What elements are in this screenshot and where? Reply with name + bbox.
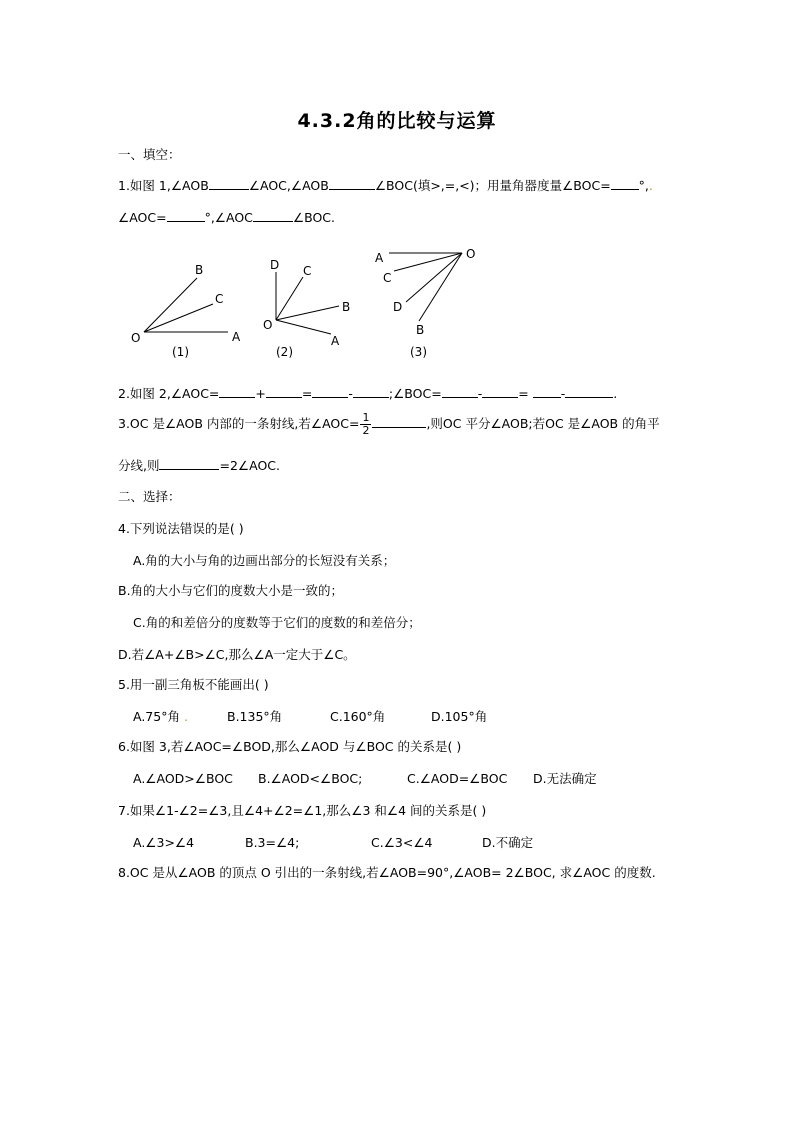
question-7-option-a[interactable]: A.∠3>∠4 bbox=[133, 835, 195, 850]
question-4-option-a[interactable]: A.角的大小与角的边画出部分的长短没有关系； bbox=[133, 553, 396, 568]
answer-blank[interactable] bbox=[219, 384, 255, 398]
answer-blank[interactable] bbox=[533, 384, 561, 398]
question-5-stem: 5.用一副三角板不能画出( ) bbox=[118, 677, 269, 692]
page-title: 4.3.2角的比较与运算 bbox=[297, 110, 497, 132]
question-4-option-b[interactable]: B.角的大小与它们的度数大小是一致的； bbox=[118, 583, 344, 598]
answer-blank[interactable] bbox=[565, 384, 613, 398]
question-4-stem: 4.下列说法错误的是( ) bbox=[118, 521, 244, 536]
figure-2 bbox=[263, 258, 350, 359]
section-choice-heading: 二、选择： bbox=[118, 489, 181, 504]
answer-blank[interactable] bbox=[353, 384, 389, 398]
answer-blank[interactable] bbox=[372, 414, 426, 428]
question-5-option-b[interactable]: B.135°角 bbox=[227, 709, 283, 724]
fig1-point-o: O bbox=[131, 331, 141, 345]
fig1-point-c: C bbox=[215, 292, 224, 306]
figure-1 bbox=[131, 263, 241, 359]
question-1-line-2: ∠AOC= °,∠AOC ∠BOC. bbox=[118, 210, 336, 225]
answer-blank[interactable] bbox=[482, 384, 518, 398]
question-2: 2.如图 2,∠AOC= + = - ;∠BOC= - = - . bbox=[118, 386, 618, 401]
answer-blank[interactable] bbox=[159, 456, 219, 470]
question-6-option-c[interactable]: C.∠AOD=∠BOC bbox=[407, 771, 508, 786]
fig2-point-b: B bbox=[342, 300, 351, 314]
question-6-option-a[interactable]: A.∠AOD>∠BOC bbox=[133, 771, 233, 786]
fig1-point-a: A bbox=[232, 330, 241, 344]
fig3-point-o: O bbox=[466, 247, 476, 261]
question-5-option-c[interactable]: C.160°角 bbox=[330, 709, 386, 724]
question-6-option-d[interactable]: D.无法确定 bbox=[533, 771, 597, 786]
question-6-option-b[interactable]: B.∠AOD<∠BOC; bbox=[258, 771, 363, 786]
answer-blank[interactable] bbox=[442, 384, 478, 398]
question-6-stem: 6.如图 3,若∠AOC=∠BOD,那么∠AOD 与∠BOC 的关系是( ) bbox=[118, 739, 462, 754]
question-1-line-1: 1.如图 1,∠AOB ∠AOC,∠AOB ∠BOC(填>,=,<)；用量角器度量∠BOC= °,. bbox=[118, 178, 653, 193]
question-7-option-b[interactable]: B.3=∠4; bbox=[245, 835, 300, 850]
question-7-option-c[interactable]: C.∠3<∠4 bbox=[371, 835, 433, 850]
fig3-point-a: A bbox=[375, 251, 384, 265]
question-3-line-2: 分线,则 =2∠AOC. bbox=[118, 458, 280, 473]
fig1-point-b: B bbox=[195, 263, 204, 277]
fig3-point-b: B bbox=[416, 323, 425, 337]
fraction-one-half: $\frac{1}{2}$ bbox=[362, 411, 370, 437]
question-5-option-a[interactable]: A.75°角 . bbox=[133, 709, 188, 724]
answer-blank[interactable] bbox=[266, 384, 302, 398]
question-4-option-d[interactable]: D.若∠A+∠B>∠C,那么∠A一定大于∠C。 bbox=[118, 647, 356, 662]
figure-2-caption: (2) bbox=[276, 345, 293, 359]
answer-blank[interactable] bbox=[312, 384, 348, 398]
question-7-stem: 7.如果∠1-∠2=∠3,且∠4+∠2=∠1,那么∠3 和∠4 间的关系是( ) bbox=[118, 803, 487, 818]
question-4-option-c[interactable]: C.角的和差倍分的度数等于它们的度数的和差倍分； bbox=[133, 615, 421, 630]
figure-1-caption: (1) bbox=[172, 345, 189, 359]
fig3-point-c: C bbox=[383, 271, 392, 285]
angle-figures bbox=[0, 0, 794, 380]
question-5-option-d[interactable]: D.105°角 bbox=[431, 709, 488, 724]
question-3-line-1: 3.OC 是∠AOB 内部的一条射线,若∠AOC= $\frac{1}{2}$ ,则OC 平分∠AOB;若OC 是∠AOB 的角平 bbox=[118, 411, 660, 437]
fig3-point-d: D bbox=[393, 300, 403, 314]
question-7-option-d[interactable]: D.不确定 bbox=[482, 835, 534, 850]
fig2-point-o: O bbox=[263, 318, 273, 332]
fig2-point-a: A bbox=[331, 334, 340, 348]
figure-3-caption: (3) bbox=[410, 345, 427, 359]
figure-3 bbox=[375, 247, 475, 359]
question-8-stem: 8.OC 是从∠AOB 的顶点 O 引出的一条射线,若∠AOB=90°,∠AOB= 2∠BOC, 求∠AOC 的度数. bbox=[118, 865, 656, 880]
section-fill-in-heading: 一、填空： bbox=[118, 147, 181, 162]
fig2-point-d: D bbox=[270, 258, 280, 272]
fig2-point-c: C bbox=[303, 264, 312, 278]
